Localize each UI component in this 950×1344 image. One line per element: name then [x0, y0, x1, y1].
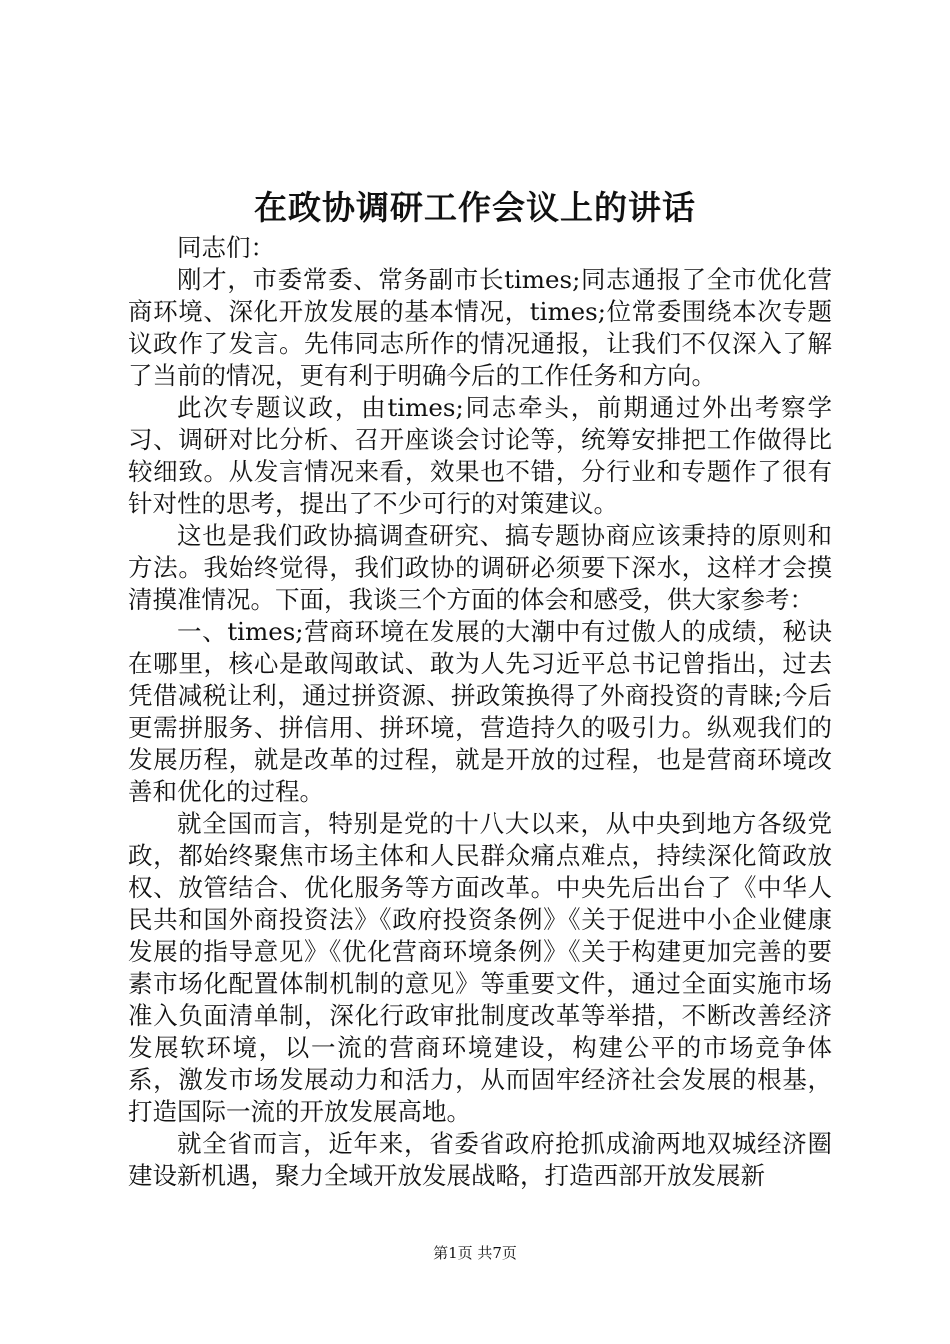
- paragraph: 就全国而言，特别是党的十八大以来，从中央到地方各级党政，都始终聚焦市场主体和人民群众痛点难点，持续深化简政放权、放管结合、优化服务等方面改革。中央先后出台了《中华人民共和国外商投资法》《政府投资条例》《关于促进中小企业健康发展的指导意见》《优化营商环境条例》《关于构建更加完善的要素市场化配置体制机制的意见》等重要文件，通过全面实施市场准入负面清单制，深化行政审批制度改革等举措，不断改善经济发展软环境，以一流的营商环境建设，构建公平的市场竞争体系，激发市场发展动力和活力，从而固牢经济社会发展的根基，打造国际一流的开放发展高地。: [128, 809, 832, 1126]
- paragraph: 一、times;营商环境在发展的大潮中有过傲人的成绩，秘诀在哪里，核心是敢闯敢试、敢为人先习近平总书记曾指出，过去凭借减税让利，通过拼资源、拼政策换得了外商投资的青睐;今后更需拼服务、拼信用、拼环境，营造持久的吸引力。纵观我们的发展历程，就是改革的过程，就是开放的过程，也是营商环境改善和优化的过程。: [128, 617, 832, 806]
- paragraph: 刚才，市委常委、常务副市长times;同志通报了全市优化营商环境、深化开放发展的基本情况，times;位常委围绕本次专题议政作了发言。先伟同志所作的情况通报，让我们不仅深入了解了当前的情况，更有利于明确今后的工作任务和方向。: [128, 265, 832, 390]
- paragraph: 此次专题议政，由times;同志牵头，前期通过外出考察学习、调研对比分析、召开座谈会讨论等，统筹安排把工作做得比较细致。从发言情况来看，效果也不错，分行业和专题作了很有针对性的思考，提出了不少可行的对策建议。: [128, 393, 832, 518]
- document-title: 在政协调研工作会议上的讲话: [254, 188, 696, 227]
- paragraph: 就全省而言，近年来，省委省政府抢抓成渝两地双城经济圈建设新机遇，聚力全域开放发展战略，打造西部开放发展新: [128, 1129, 832, 1190]
- paragraph-salutation: 同志们：: [177, 233, 275, 262]
- document-body: [128, 232, 832, 1192]
- paragraph: 这也是我们政协搞调查研究、搞专题协商应该秉持的原则和方法。我始终觉得，我们政协的调研必须要下深水，这样才会摸清摸准情况。下面，我谈三个方面的体会和感受，供大家参考：: [128, 521, 832, 614]
- page-number: 第1页 共7页: [433, 1244, 517, 1262]
